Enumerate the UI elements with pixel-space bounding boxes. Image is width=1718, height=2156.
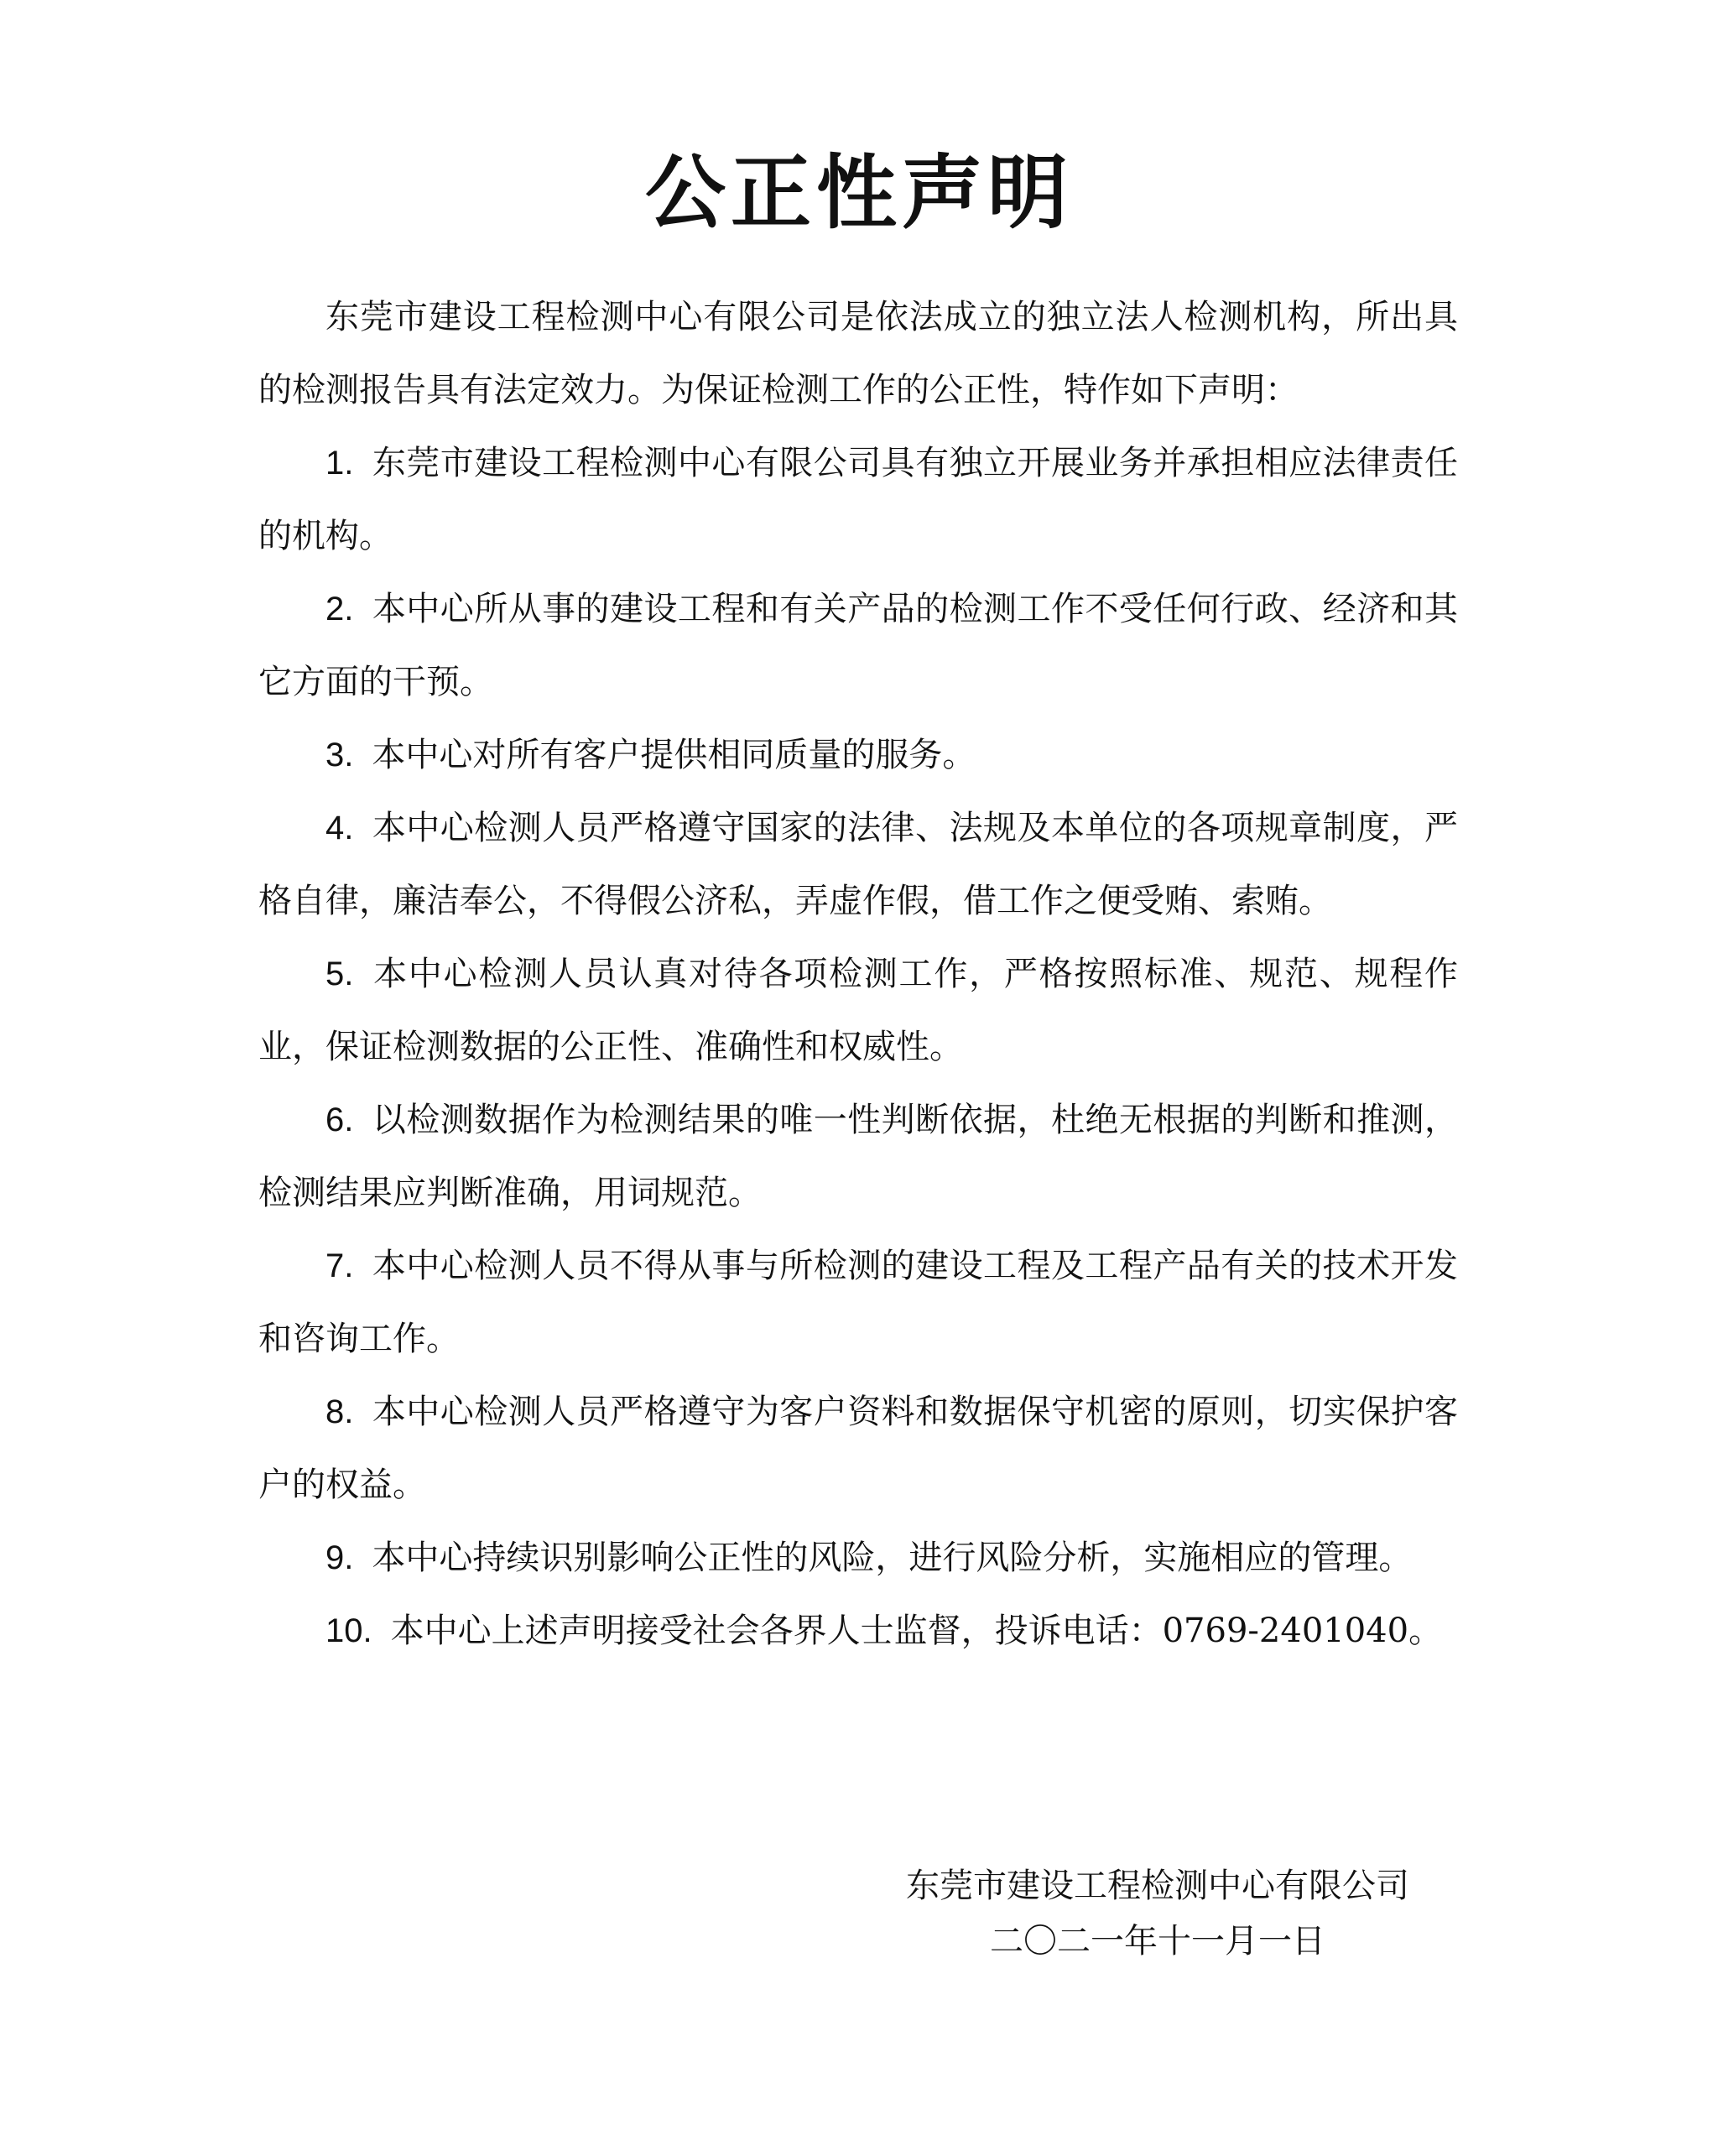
- statement-number: 3.: [325, 737, 354, 773]
- statement-number: 4.: [325, 810, 354, 846]
- statement-text: 本中心上述声明接受社会各界人士监督，投诉电话：0769-2401040。: [390, 1612, 1443, 1650]
- document-title: 公正性声明: [645, 146, 1073, 240]
- statement-item-1: [258, 427, 1458, 573]
- statement-text: 东莞市建设工程检测中心有限公司具有独立开展业务并承担相应法律责任的机构。: [258, 444, 1458, 555]
- statement-number: 2.: [325, 591, 354, 628]
- statement-item-3: [258, 719, 1458, 792]
- statement-item-5: [258, 938, 1458, 1084]
- signature-block: [856, 1858, 1460, 1969]
- intro-paragraph: 东莞市建设工程检测中心有限公司是依法成立的独立法人检测机构，所出具的检测报告具有法定效力。为保证检测工作的公正性，特作如下声明：: [258, 298, 1458, 409]
- statement-text: 本中心检测人员严格遵守为客户资料和数据保守机密的原则，切实保护客户的权益。: [258, 1393, 1458, 1504]
- statement-number: 8.: [325, 1393, 354, 1430]
- statement-text: 本中心持续识别影响公正性的风险，进行风险分析，实施相应的管理。: [372, 1539, 1413, 1577]
- signature-date: 二〇二一年十一月一日: [990, 1922, 1325, 1961]
- statement-number: 9.: [325, 1539, 354, 1576]
- statement-item-4: [258, 792, 1458, 938]
- statement-item-10: [258, 1595, 1458, 1668]
- statement-text: 本中心检测人员不得从事与所检测的建设工程及工程产品有关的技术开发和咨询工作。: [258, 1247, 1458, 1358]
- statement-text: 本中心所从事的建设工程和有关产品的检测工作不受任何行政、经济和其它方面的干预。: [258, 590, 1458, 701]
- document-body: [258, 281, 1458, 1668]
- statement-number: 10.: [325, 1612, 372, 1649]
- statement-item-8: [258, 1376, 1458, 1522]
- statement-text: 以检测数据作为检测结果的唯一性判断依据，杜绝无根据的判断和推测，检测结果应判断准确，用词规范。: [258, 1101, 1458, 1212]
- statement-number: 6.: [325, 1101, 354, 1138]
- signature-company: 东莞市建设工程检测中心有限公司: [906, 1867, 1409, 1905]
- statement-text: 本中心检测人员严格遵守国家的法律、法规及本单位的各项规章制度，严格自律，廉洁奉公，不得假公济私，弄虚作假，借工作之便受贿、索贿。: [258, 809, 1458, 920]
- statement-number: 5.: [325, 956, 354, 992]
- statement-text: 本中心对所有客户提供相同质量的服务。: [372, 736, 976, 774]
- statement-item-7: [258, 1230, 1458, 1376]
- statement-number: 7.: [325, 1247, 354, 1284]
- statement-item-2: [258, 573, 1458, 719]
- statement-number: 1.: [325, 445, 354, 482]
- statement-text: 本中心检测人员认真对待各项检测工作，严格按照标准、规范、规程作业，保证检测数据的公正性、准确性和权威性。: [258, 955, 1458, 1066]
- statement-item-6: [258, 1084, 1458, 1230]
- statement-item-9: [258, 1522, 1458, 1595]
